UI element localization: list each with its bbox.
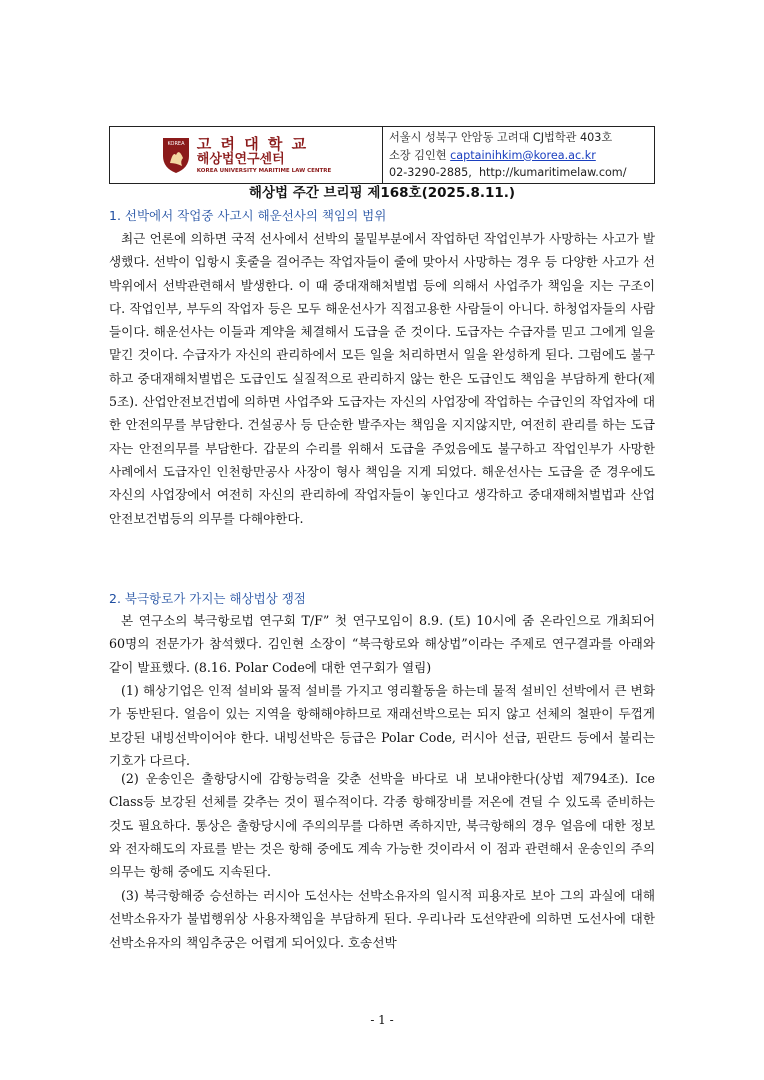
contact-info — [383, 127, 654, 183]
letterhead-box — [109, 126, 655, 184]
section-1-heading: 1. 선박에서 작업중 사고시 해운선사의 책임의 범위 — [109, 208, 387, 223]
page-number: - 1 - — [370, 1013, 394, 1027]
address: 서울시 성북구 안암동 고려대 CJ법학관 403호 — [389, 131, 613, 144]
crest-text: KOREA — [167, 141, 185, 147]
section-1-paragraph: 최근 언론에 의하면 국적 선사에서 선박의 물밑부분에서 작업하던 작업인부가 사망하는 사고가 발생했다. 선박이 입항시 홋줄을 걸어주는 작업자들이 줄에 맞아서 사망하는 경우 등 다양한 사고가 선박위에서 선박관련해서 발생한다. 이 때 중대재해처벌법 등에 의해서 사업주가 책임을 지는 구조이다. 작업인부, 부두의 작업자 등은 모두 해운선사가 직접고용한 사람들이 아니다. 하청업자들의 사람들이다. 해운선사는 이들과 계약을 체결해서 도급을 준 것이다. 도급자는 수급자를 믿고 그에게 일을 맡긴 것이다. 수급자가 자신의 관리하에서 모든 일을 처리하면서 일을 완성하게 된다. 그럼에도 불구하고 중대재해처벌법은 도급인도 실질적으로 관리하지 않는 한은 도급인도 책임을 부담하게 한다(제5조). 산업안전보건법에 의하면 사업주와 도급자는 자신의 사업장에 작업하는 수급인의 작업자에 대한 안전의무를 부담한다. 건설공사 등 단순한 발주자는 책임을 지지않지만, 여전히 관리를 하는 도급자는 안전의무를 부담한다. 갑문의 수리를 위해서 도급을 주었음에도 불구하고 작업인부가 사망한 사례에서 도급자인 인천항만공사 사장이 형사 책임을 지게 되었다. 해운선사는 도급을 준 경우에도 자신의 사업장에서 여전히 자신의 관리하에 작업자들이 놓인다고 생각하고 중대재해처벌법과 산업안전보건법등의 의무를 다해야한다. — [109, 231, 655, 526]
phone: 02-3290-2885, — [389, 166, 472, 179]
section-2-paragraph-3: (3) 북극항해중 승선하는 러시아 도선사는 선박소유자의 일시적 피용자로 보아 그의 과실에 대해 선박소유자가 불법행위상 사용자책임을 부담하게 된다. 우리나라 도선약관에 의하면 도선사에 대한 선박소유자의 책임추궁은 어렵게 되어있다. 호송선박 — [109, 888, 655, 950]
section-2-paragraph-1: (1) 해상기업은 인적 설비와 물적 설비를 가지고 영리활동을 하는데 물적 설비인 선박에서 큰 변화가 동반된다. 얼음이 있는 지역을 항해해야하므로 재래선박으로는 되지 않고 선체의 철판이 두껍게 보강된 내빙선박이어야 한다. 내빙선박은 등급은 Polar Code, 러시아 선급, 핀란드 등에서 불리는 기호가 다르다. — [109, 683, 655, 768]
phone-web-line — [389, 164, 654, 182]
center-name: 해상법연구센터 — [196, 151, 285, 167]
section-2-paragraph-2: (2) 운송인은 출항당시에 감항능력을 갖춘 선박을 바다로 내 보내야한다(상법 제794조). Ice Class등 보강된 선체를 갖추는 것이 필수적이다. 각종 항해장비를 저온에 견딜 수 있도록 준비하는 것도 필요하다. 통상은 출항당시에 주의의무를 다하면 족하지만, 북극항해의 경우 얼음에 대한 정보와 전자해도의 자료를 받는 것은 항해 중에도 계속 가능한 것이라서 이 점과 관련해서 운송인의 주의의무는 항해 중에도 지속된다. — [109, 771, 655, 880]
logo-cell — [110, 127, 383, 183]
section-2-paragraph-intro: 본 연구소의 북극항로법 연구회 T/F” 첫 연구모임이 8.9. (토) 10시에 줌 온라인으로 개최되어 60명의 전문가가 참석했다. 김인현 소장이 “북극항로와 해상법”이라는 주제로 연구결과를 아래와 같이 발표했다. (8.16. Polar Code에 대한 연구회가 열림) — [109, 613, 655, 675]
director-label: 소장 김인현 — [389, 148, 447, 162]
center-name-english: KOREA UNIVERSITY MARITIME LAW CENTRE — [196, 167, 332, 174]
section-2-heading: 2. 북극항로가 가지는 해상법상 쟁점 — [109, 591, 306, 606]
briefing-title: 해상법 주간 브리핑 제168호(2025.8.11.) — [248, 185, 516, 201]
center-logo — [161, 136, 331, 175]
crest-icon — [161, 136, 191, 174]
email-link[interactable]: captainihkim@korea.ac.kr — [450, 148, 596, 162]
website[interactable]: http://kumaritimelaw.com/ — [478, 166, 627, 179]
university-name: 고 려 대 학 교 — [196, 134, 309, 153]
director-line — [389, 147, 654, 165]
